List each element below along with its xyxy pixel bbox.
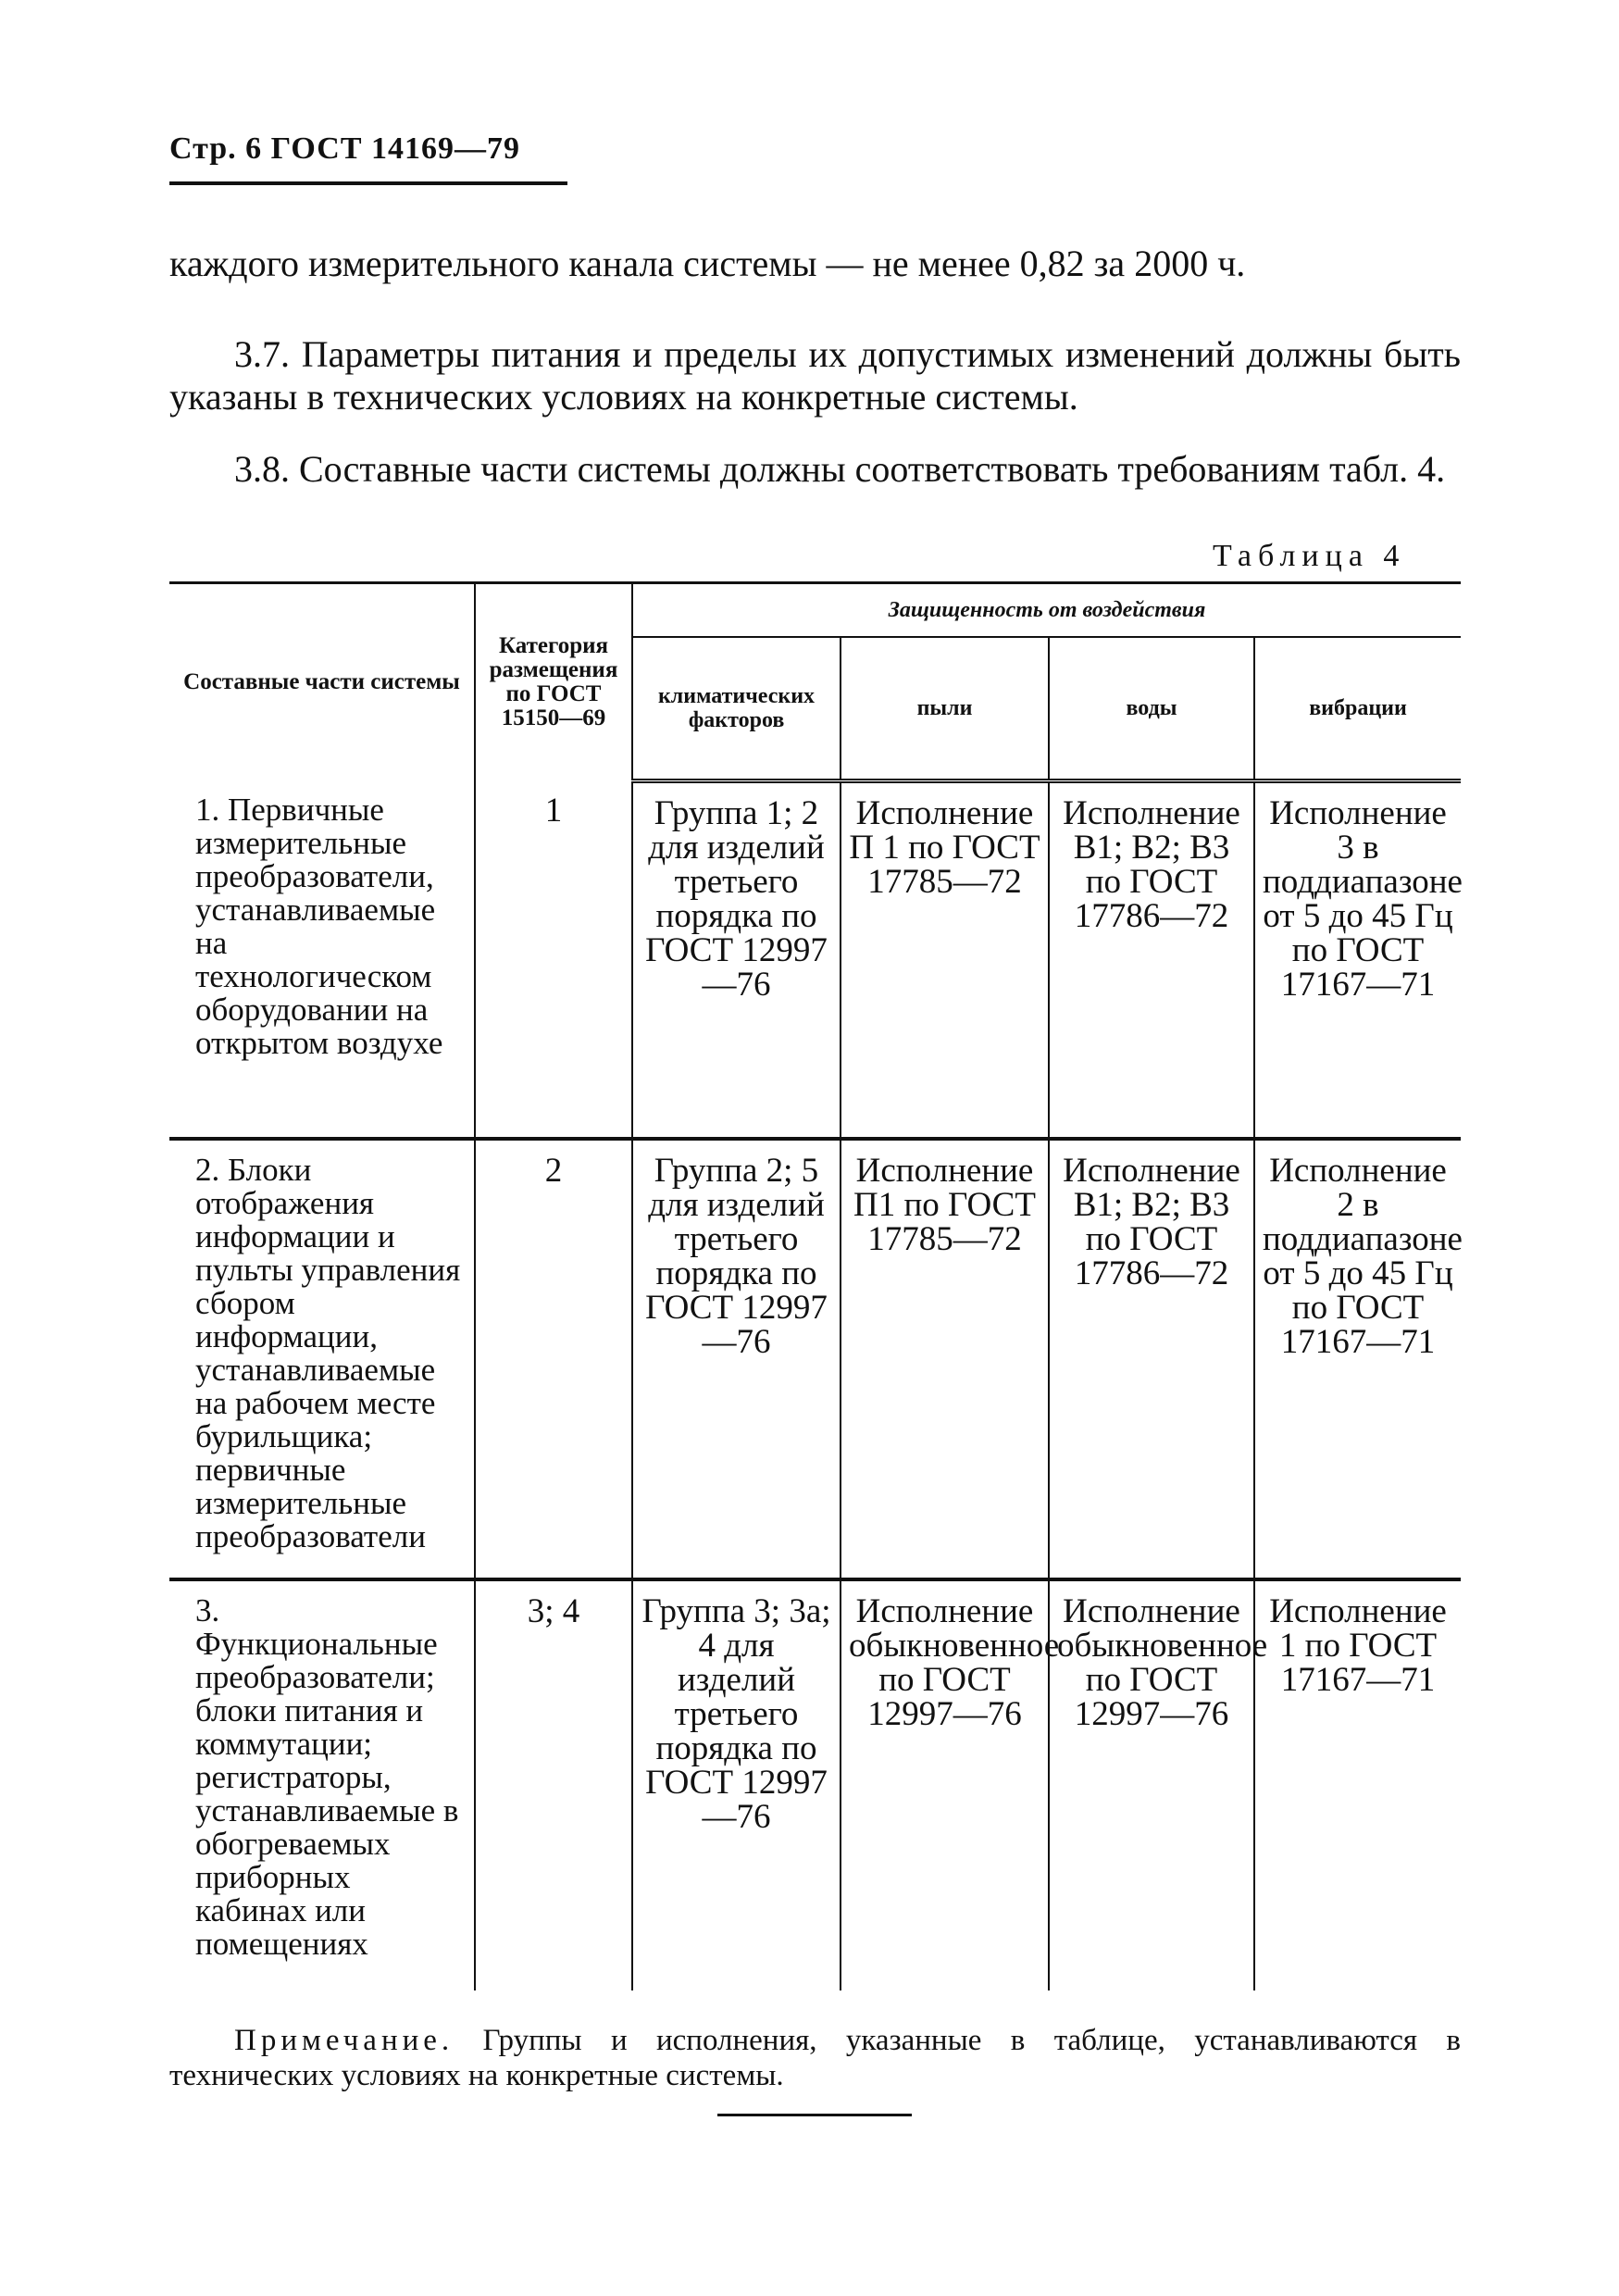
header-protection: Защищенность от воздействия [632, 583, 1461, 637]
cell-dust: Исполнение П 1 по ГОСТ 17785—72 [841, 780, 1049, 1139]
cell-water: Исполнение В1; В2; В3 по ГОСТ 17786—72 [1049, 780, 1254, 1139]
standard-number: ГОСТ 14169—79 [270, 131, 521, 166]
table-4 [169, 581, 1461, 1990]
end-divider [717, 2114, 912, 2116]
cell-category: 2 [475, 1139, 632, 1579]
note-text: Группы и исполнения, указанные в таблице, устанавливаются в технических условиях на конкретные системы. [169, 2024, 1461, 2092]
table-row [169, 1139, 1461, 1579]
header-dust: пыли [841, 637, 1049, 780]
cell-component: 2. Блоки отображения информации и пульты управления сбором информации, устанавливаемые на рабочем месте бурильщика; первичные измерительные преобразователи [169, 1139, 475, 1579]
header-vibration: вибрации [1254, 637, 1461, 780]
table-row [169, 780, 1461, 1139]
table-row [169, 1579, 1461, 1990]
table-label: Таблица 4 [1213, 539, 1406, 573]
header-category: Категория размещения по ГОСТ 15150—69 [475, 583, 632, 781]
cell-dust: Исполнение П1 по ГОСТ 17785—72 [841, 1139, 1049, 1579]
cell-category: 1 [475, 780, 632, 1139]
cell-component: 3. Функциональные преобразователи; блоки питания и коммутации; регистраторы, устанавливаемые в обогреваемых приборных кабинах или помещениях [169, 1579, 475, 1990]
note-lead: Примечание. [234, 2024, 455, 2057]
header-divider [169, 181, 567, 185]
paragraph-continuation: каждого измерительного канала системы — не менее 0,82 за 2000 ч. [169, 243, 1246, 284]
cell-climatic: Группа 3; 3а; 4 для изделий третьего порядка по ГОСТ 12997—76 [632, 1579, 841, 1990]
cell-component: 1. Первичные измерительные преобразователи, устанавливаемые на технологическом оборудовании на открытом воздухе [169, 780, 475, 1139]
header-water: воды [1049, 637, 1254, 780]
page-number: Стр. 6 [169, 131, 263, 166]
cell-climatic: Группа 2; 5 для изделий третьего порядка по ГОСТ 12997—76 [632, 1139, 841, 1579]
header-climatic: климатических факторов [632, 637, 841, 780]
paragraph-3-8: 3.8. Составные части системы должны соответствовать требованиям табл. 4. [234, 448, 1446, 490]
cell-water: Исполнение В1; В2; В3 по ГОСТ 17786—72 [1049, 1139, 1254, 1579]
cell-dust: Исполнение обыкновенное по ГОСТ 12997—76 [841, 1579, 1049, 1990]
paragraph-3-7: 3.7. Параметры питания и пределы их допустимых изменений должны быть указаны в технических условиях на конкретные системы. [169, 333, 1461, 418]
cell-vibration: Исполнение 2 в поддиапазоне от 5 до 45 Гц по ГОСТ 17167—71 [1254, 1139, 1461, 1579]
page-header [169, 131, 520, 167]
cell-vibration: Исполнение 1 по ГОСТ 17167—71 [1269, 1591, 1447, 1699]
header-components: Составные части системы [169, 583, 475, 781]
cell-vibration: Исполнение 3 в поддиапазоне от 5 до 45 Гц по ГОСТ 17167—71 [1254, 780, 1461, 1139]
cell-category: 3; 4 [475, 1579, 632, 1990]
cell-climatic: Группа 1; 2 для изделий третьего порядка по ГОСТ 12997—76 [632, 780, 841, 1139]
table-note [169, 2023, 1461, 2093]
cell-water: Исполнение обыкновенное по ГОСТ 12997—76 [1049, 1579, 1254, 1990]
